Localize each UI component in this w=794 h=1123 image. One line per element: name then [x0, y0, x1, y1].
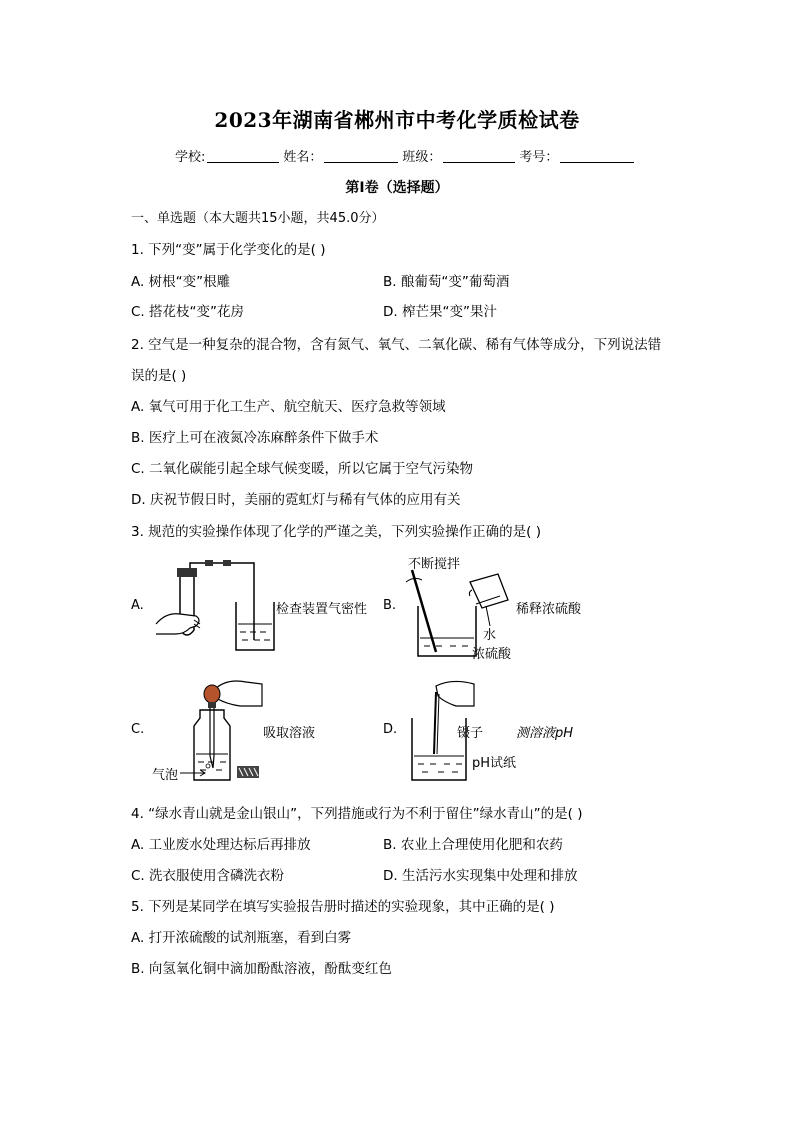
class-label: 班级：: [402, 150, 442, 165]
q4-option-d[interactable]: D. 生活污水实现集中处理和排放: [383, 868, 578, 884]
exam-no-label: 考号：: [519, 150, 559, 165]
q5-stem: 5. 下列是某同学在填写实验报告册时描述的实验现象，其中正确的是( ): [131, 899, 555, 915]
stopper-icon: [236, 764, 260, 780]
name-blank[interactable]: [324, 149, 398, 163]
q3-option-c-bubble-label: 气泡: [152, 768, 179, 783]
q1-option-d[interactable]: D. 榨芒果“变”果汁: [383, 304, 497, 320]
q1-option-c[interactable]: C. 搭花枝“变”花房: [131, 304, 244, 320]
q2-stem-line2: 误的是( ): [131, 368, 187, 384]
section-heading: 一、单选题（本大题共15小题，共45.0分）: [131, 211, 385, 226]
exam-title: 2023年湖南省郴州市中考化学质检试卷: [214, 108, 580, 132]
q5-option-a[interactable]: A. 打开浓硫酸的试剂瓶塞，看到白雾: [131, 930, 352, 946]
q4-option-a[interactable]: A. 工业废水处理达标后再排放: [131, 837, 311, 853]
q2-stem-line1: 2. 空气是一种复杂的混合物，含有氮气、氧气、二氧化碳、稀有气体等成分，下列说法错: [131, 337, 662, 353]
volume-title: 第Ⅰ卷（选择题）: [345, 180, 449, 196]
q4-option-c[interactable]: C. 洗衣服使用含磷洗衣粉: [131, 868, 285, 884]
q2-option-c[interactable]: C. 二氧化碳能引起全球气候变暖，所以它属于空气污染物: [131, 461, 474, 477]
q1-option-a[interactable]: A. 树根“变”根雕: [131, 274, 231, 290]
q4-stem: 4. “绿水青山就是金山银山”，下列措施或行为不利于留住”绿水青山”的是( ): [131, 806, 583, 822]
q1-option-b[interactable]: B. 酿葡萄“变”葡萄酒: [383, 274, 510, 290]
q3-option-d-label: 测溶液pH: [516, 726, 574, 741]
q3-option-d-letter[interactable]: D.: [383, 722, 398, 737]
q3-option-b-label: 稀释浓硫酸: [516, 602, 582, 617]
q3-option-d-tweezers-label: 镊子: [457, 726, 484, 741]
name-label: 姓名：: [283, 150, 323, 165]
q3-stem: 3. 规范的实验操作体现了化学的严谨之美，下列实验操作正确的是( ): [131, 524, 541, 540]
q2-option-b[interactable]: B. 医疗上可在液氮冷冻麻醉条件下做手术: [131, 430, 379, 446]
q3-option-c-label: 吸取溶液: [263, 726, 316, 741]
q4-option-b[interactable]: B. 农业上合理使用化肥和农药: [383, 837, 563, 853]
exam-no-blank[interactable]: [560, 149, 634, 163]
school-blank[interactable]: [207, 149, 279, 163]
q3-option-b-stir-label: 不断搅拌: [408, 557, 461, 572]
q2-option-a[interactable]: A. 氧气可用于化工生产、航空航天、医疗急救等领域: [131, 399, 446, 415]
q3-option-b-acid-label: 浓硫酸: [472, 647, 512, 662]
bubble-pointer-arrow: [180, 768, 206, 778]
q3-option-c-letter[interactable]: C.: [131, 722, 145, 737]
q3-option-a-letter[interactable]: A.: [131, 598, 144, 613]
q2-option-d[interactable]: D. 庆祝节假日时，美丽的霓虹灯与稀有气体的应用有关: [131, 492, 461, 508]
school-label: 学校:: [175, 150, 206, 165]
q1-stem: 1. 下列“变”属于化学变化的是( ): [131, 242, 326, 258]
q5-option-b[interactable]: B. 向氢氧化铜中滴加酚酞溶液，酚酞变红色: [131, 961, 392, 977]
student-info-line: [175, 146, 638, 165]
q3-option-a-label: 检查装置气密性: [276, 602, 368, 617]
q3-option-b-letter[interactable]: B.: [383, 598, 397, 613]
airtightness-check-diagram: [150, 558, 280, 658]
class-blank[interactable]: [443, 149, 515, 163]
q3-option-d-paper-label: pH试纸: [472, 756, 517, 771]
q3-option-b-water-label: 水: [483, 628, 497, 643]
